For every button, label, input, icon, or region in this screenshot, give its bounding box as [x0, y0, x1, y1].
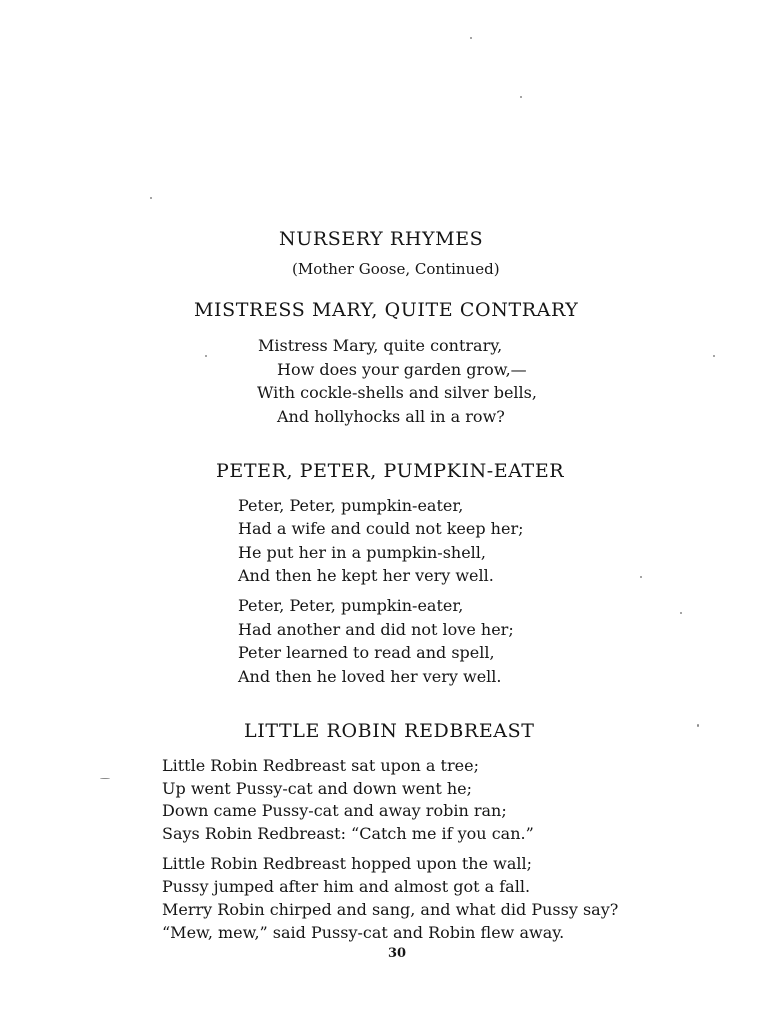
poem-line: Merry Robin chirped and sang, and what did Pussy say?	[162, 900, 619, 919]
poem-line: With cockle-shells and silver bells,	[257, 383, 537, 402]
paper-speck	[205, 355, 207, 357]
paper-speck	[520, 96, 522, 98]
paper-speck	[470, 37, 472, 39]
poem-line: “Mew, mew,” said Pussy-cat and Robin flew away.	[162, 923, 565, 942]
poem-line: Says Robin Redbreast: “Catch me if you can.”	[162, 824, 534, 843]
poem-line: Had another and did not love her;	[238, 620, 514, 639]
poem-line: Peter, Peter, pumpkin-eater,	[238, 596, 464, 615]
poem-line: Pussy jumped after him and almost got a fall.	[162, 877, 531, 896]
paper-speck	[640, 576, 642, 578]
poem-line: Mistress Mary, quite contrary,	[258, 336, 503, 355]
poem-line: Little Robin Redbreast sat upon a tree;	[162, 756, 479, 775]
poem-title: PETER, PETER, PUMPKIN-EATER	[216, 460, 565, 482]
poem-line: He put her in a pumpkin-shell,	[238, 543, 486, 562]
poem-line: Up went Pussy-cat and down went he;	[162, 779, 473, 798]
poem-line: How does your garden grow,—	[277, 360, 527, 379]
paper-speck	[697, 724, 699, 727]
poem-line: And then he kept her very well.	[238, 566, 494, 585]
paper-speck	[713, 355, 715, 357]
book-title: NURSERY RHYMES	[279, 228, 484, 250]
poem-line: Down came Pussy-cat and away robin ran;	[162, 801, 507, 820]
poem-title: MISTRESS MARY, QUITE CONTRARY	[194, 299, 579, 321]
book-subtitle: (Mother Goose, Continued)	[292, 260, 500, 278]
page-number: 30	[388, 946, 407, 961]
poem-line: Little Robin Redbreast hopped upon the wall;	[162, 854, 533, 873]
poem-line: Peter learned to read and spell,	[238, 643, 495, 662]
poem-line: And hollyhocks all in a row?	[277, 407, 505, 426]
poem-line: And then he loved her very well.	[238, 667, 502, 686]
paper-speck	[680, 612, 682, 614]
poem-title: LITTLE ROBIN REDBREAST	[244, 720, 535, 742]
poem-line: Peter, Peter, pumpkin-eater,	[238, 496, 464, 515]
paper-speck	[150, 197, 152, 199]
poem-line: Had a wife and could not keep her;	[238, 519, 524, 538]
paper-speck	[100, 778, 110, 779]
